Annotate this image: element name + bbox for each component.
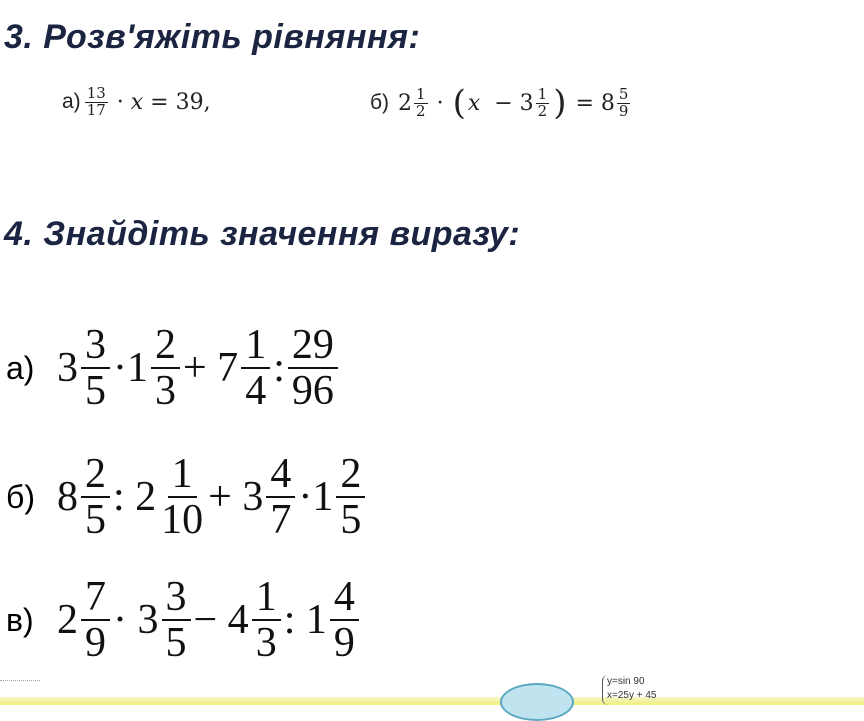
globe-icon bbox=[500, 683, 574, 721]
denominator: 7 bbox=[270, 497, 292, 544]
fraction bbox=[617, 84, 631, 120]
bottom-decor-bar bbox=[0, 697, 864, 705]
variable: x bbox=[467, 90, 481, 116]
term-prefix: 2 bbox=[57, 597, 78, 644]
equation-b-label: б) bbox=[370, 91, 390, 114]
right-paren: ) bbox=[553, 83, 567, 123]
equation-rhs: = 39, bbox=[143, 89, 211, 115]
denominator: 5 bbox=[85, 497, 106, 544]
denominator: 9 bbox=[333, 620, 355, 667]
denominator: 4 bbox=[245, 368, 267, 415]
term-prefix: : 1 bbox=[283, 597, 327, 644]
denominator: 5 bbox=[85, 368, 106, 415]
denominator: 2 bbox=[416, 101, 426, 120]
numerator: 5 bbox=[618, 84, 629, 103]
fraction bbox=[81, 452, 110, 542]
term-prefix: + 7 bbox=[183, 345, 239, 392]
denominator: 10 bbox=[161, 497, 204, 544]
term-prefix: 8 bbox=[57, 474, 78, 521]
fraction bbox=[85, 86, 108, 119]
equation-a bbox=[62, 86, 211, 119]
denominator: 3 bbox=[255, 620, 277, 667]
equation-b bbox=[370, 83, 632, 123]
expression-body bbox=[56, 452, 367, 542]
minus-whole: − 3 bbox=[480, 90, 534, 116]
numerator: 13 bbox=[86, 84, 106, 102]
task3-heading: 3. Розв'яжіть рівняння: bbox=[4, 18, 421, 56]
equals-whole: = 8 bbox=[568, 90, 615, 116]
fraction bbox=[330, 575, 359, 665]
numerator: 3 bbox=[162, 575, 191, 621]
denominator: 5 bbox=[340, 497, 362, 544]
denominator: 96 bbox=[291, 368, 334, 415]
expression-body bbox=[56, 323, 340, 413]
expression-a bbox=[6, 323, 340, 413]
numerator: 2 bbox=[151, 323, 180, 369]
denominator: 2 bbox=[537, 101, 548, 120]
operator: · bbox=[429, 90, 451, 116]
numerator: 1 bbox=[416, 84, 426, 103]
numerator: 1 bbox=[168, 452, 197, 498]
fraction bbox=[162, 575, 191, 665]
expression-b-label: б) bbox=[6, 478, 35, 515]
denominator: 9 bbox=[618, 101, 629, 120]
task4-heading: 4. Знайдіть значення виразу: bbox=[4, 215, 521, 253]
term-prefix: · 3 bbox=[113, 597, 159, 644]
fraction bbox=[266, 452, 295, 542]
left-paren: ( bbox=[452, 83, 466, 123]
fraction bbox=[81, 575, 110, 665]
numerator: 3 bbox=[81, 323, 110, 369]
term-prefix: ·1 bbox=[113, 345, 148, 392]
operator: · bbox=[109, 89, 131, 115]
fraction bbox=[536, 84, 550, 120]
dotted-divider bbox=[0, 680, 40, 681]
equation-system-snippet bbox=[602, 675, 697, 705]
fraction bbox=[336, 452, 365, 542]
numerator: 29 bbox=[288, 323, 338, 369]
numerator: 7 bbox=[81, 575, 110, 621]
numerator: 1 bbox=[241, 323, 270, 369]
fraction bbox=[81, 323, 110, 413]
numerator: 2 bbox=[81, 452, 110, 498]
fraction bbox=[252, 575, 281, 665]
expression-a-label: а) bbox=[6, 349, 35, 386]
fraction bbox=[151, 323, 180, 413]
term-prefix: : bbox=[273, 345, 285, 392]
expression-c-label: в) bbox=[6, 601, 34, 638]
fraction bbox=[159, 452, 205, 542]
numerator: 4 bbox=[266, 452, 295, 498]
denominator: 17 bbox=[86, 100, 106, 119]
numerator: 1 bbox=[537, 84, 548, 103]
variable: x bbox=[130, 89, 144, 115]
expression-b bbox=[6, 452, 367, 542]
numerator: 1 bbox=[252, 575, 281, 621]
fraction bbox=[414, 84, 428, 120]
fraction bbox=[288, 323, 338, 413]
system-line: x=25y + 45 bbox=[607, 690, 657, 701]
system-line: y=sin 90 bbox=[607, 676, 645, 687]
term-prefix: + 3 bbox=[208, 474, 264, 521]
denominator: 9 bbox=[85, 620, 106, 667]
term-prefix: ·1 bbox=[298, 474, 334, 521]
term-prefix: : 2 bbox=[113, 474, 157, 521]
expression-c bbox=[6, 575, 361, 665]
term-prefix: − 4 bbox=[193, 597, 249, 644]
whole-part: 2 bbox=[391, 90, 413, 116]
expression-body bbox=[56, 575, 361, 665]
numerator: 2 bbox=[336, 452, 365, 498]
equation-a-label: а) bbox=[62, 90, 81, 114]
denominator: 3 bbox=[155, 368, 176, 415]
fraction bbox=[241, 323, 270, 413]
denominator: 5 bbox=[165, 620, 187, 667]
numerator: 4 bbox=[330, 575, 359, 621]
term-prefix: 3 bbox=[57, 345, 78, 392]
